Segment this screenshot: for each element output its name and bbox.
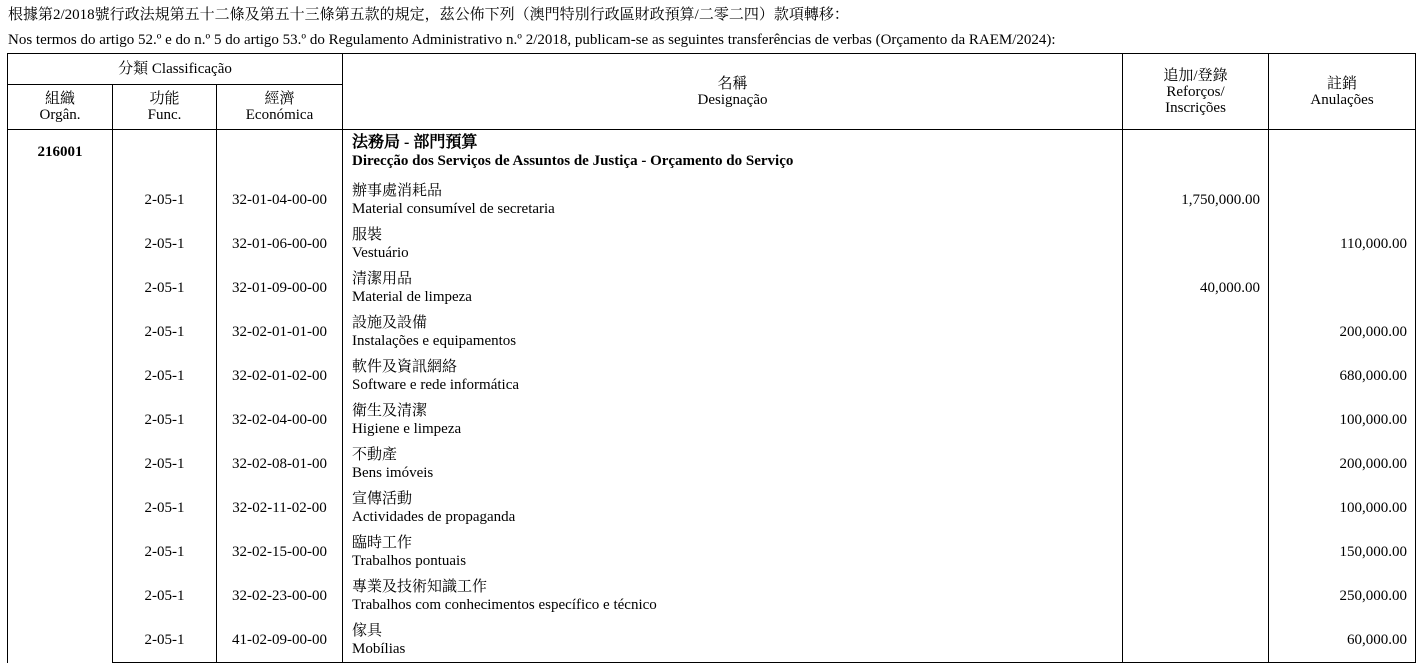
reinforcement-amount bbox=[1123, 354, 1269, 398]
functional-code: 2-05-1 bbox=[113, 486, 217, 530]
reinforcement-amount bbox=[1123, 486, 1269, 530]
reinforcement-amount: 40,000.00 bbox=[1123, 266, 1269, 310]
designation-zh: 臨時工作 bbox=[352, 535, 413, 551]
cancellation-amount: 60,000.00 bbox=[1269, 618, 1416, 663]
section-name-pt: Direcção dos Serviços de Assuntos de Justiça - Orçamento do Serviço bbox=[352, 153, 794, 169]
designation bbox=[343, 486, 1123, 530]
economic-code: 32-01-09-00-00 bbox=[217, 266, 343, 310]
cancellation-amount: 100,000.00 bbox=[1269, 486, 1416, 530]
designation-zh: 設施及設備 bbox=[352, 315, 428, 331]
functional-code: 2-05-1 bbox=[113, 530, 217, 574]
designation-zh: 專業及技術知識工作 bbox=[352, 579, 488, 595]
section-cancel-cell bbox=[1269, 130, 1416, 179]
economic-code: 32-02-01-02-00 bbox=[217, 354, 343, 398]
designation-pt: Material consumível de secretaria bbox=[352, 201, 555, 217]
designation-zh: 不動產 bbox=[352, 447, 398, 463]
section-reinforce-cell bbox=[1123, 130, 1269, 179]
cancellation-amount: 100,000.00 bbox=[1269, 398, 1416, 442]
cancellation-amount: 200,000.00 bbox=[1269, 310, 1416, 354]
section-econ-cell bbox=[217, 130, 343, 179]
reinforcement-amount: 1,750,000.00 bbox=[1123, 178, 1269, 222]
economic-code: 32-02-04-00-00 bbox=[217, 398, 343, 442]
designation bbox=[343, 310, 1123, 354]
reinforcements-header bbox=[1123, 54, 1269, 130]
functional-code: 2-05-1 bbox=[113, 266, 217, 310]
economic-code: 32-02-11-02-00 bbox=[217, 486, 343, 530]
intro-chinese: 根據第2/2018號行政法規第五十二條及第五十三條第五款的規定，茲公佈下列（澳門特別行政區財政預算/二零二四）款項轉移： bbox=[8, 7, 849, 23]
cancellation-amount: 110,000.00 bbox=[1269, 222, 1416, 266]
organic-header bbox=[8, 85, 113, 130]
designation-pt: Trabalhos com conhecimentos específico e técnico bbox=[352, 597, 657, 613]
organic-header-zh: 組織 bbox=[44, 91, 75, 107]
economic-code: 32-02-15-00-00 bbox=[217, 530, 343, 574]
designation bbox=[343, 222, 1123, 266]
cancellation-amount: 680,000.00 bbox=[1269, 354, 1416, 398]
designation-zh: 清潔用品 bbox=[352, 271, 413, 287]
designation-pt: Actividades de propaganda bbox=[352, 509, 516, 525]
organic-header-pt: Orgân. bbox=[39, 107, 81, 123]
designation bbox=[343, 530, 1123, 574]
economic-header bbox=[217, 85, 343, 130]
cancellations-header-pt: Anulações bbox=[1310, 91, 1374, 108]
reinforcement-amount bbox=[1123, 530, 1269, 574]
designation-zh: 宣傳活動 bbox=[352, 491, 413, 507]
economic-code: 32-02-08-01-00 bbox=[217, 442, 343, 486]
table-row bbox=[8, 442, 1416, 486]
designation-pt: Mobílias bbox=[352, 641, 406, 657]
functional-header bbox=[113, 85, 217, 130]
table-row bbox=[8, 222, 1416, 266]
functional-code: 2-05-1 bbox=[113, 222, 217, 266]
cancellations-header-zh: 註銷 bbox=[1327, 75, 1358, 92]
table-row bbox=[8, 178, 1416, 222]
functional-code: 2-05-1 bbox=[113, 398, 217, 442]
functional-code: 2-05-1 bbox=[113, 574, 217, 618]
section-name-zh: 法務局 - 部門預算 bbox=[352, 134, 478, 151]
designation-zh: 軟件及資訊網絡 bbox=[352, 359, 458, 375]
designation bbox=[343, 398, 1123, 442]
designation-pt: Trabalhos pontuais bbox=[352, 553, 467, 569]
designation bbox=[343, 354, 1123, 398]
reinforcements-header-pt1: Reforços/ bbox=[1166, 83, 1225, 100]
table-row bbox=[8, 398, 1416, 442]
budget-transfer-table bbox=[7, 53, 1416, 663]
cancellations-header bbox=[1269, 54, 1416, 130]
functional-header-zh: 功能 bbox=[149, 91, 180, 107]
table-row bbox=[8, 486, 1416, 530]
designation-pt: Vestuário bbox=[352, 245, 409, 261]
designation-header bbox=[343, 54, 1123, 130]
table-row bbox=[8, 266, 1416, 310]
reinforcement-amount bbox=[1123, 618, 1269, 663]
table-row bbox=[8, 354, 1416, 398]
functional-code: 2-05-1 bbox=[113, 178, 217, 222]
economic-code: 32-02-01-01-00 bbox=[217, 310, 343, 354]
designation-pt: Higiene e limpeza bbox=[352, 421, 462, 437]
cancellation-amount: 250,000.00 bbox=[1269, 574, 1416, 618]
economic-code: 32-01-04-00-00 bbox=[217, 178, 343, 222]
economic-code: 41-02-09-00-00 bbox=[217, 618, 343, 663]
designation bbox=[343, 574, 1123, 618]
designation-header-zh: 名稱 bbox=[717, 75, 748, 92]
cancellation-amount: 150,000.00 bbox=[1269, 530, 1416, 574]
section-func-cell bbox=[113, 130, 217, 179]
designation-zh: 辦事處消耗品 bbox=[352, 183, 443, 199]
designation-zh: 傢具 bbox=[352, 623, 383, 639]
designation-zh: 服裝 bbox=[352, 227, 383, 243]
section-row bbox=[8, 130, 1416, 179]
designation-pt: Material de limpeza bbox=[352, 289, 472, 305]
intro-portuguese: Nos termos do artigo 52.º e do n.º 5 do artigo 53.º do Regulamento Administrativo n.º 2/2018, publicam-se as seguintes transferências de verbas (Orçamento da RAEM/2024): bbox=[8, 32, 1056, 48]
reinforcement-amount bbox=[1123, 398, 1269, 442]
classification-header: 分類 Classificação bbox=[8, 54, 343, 85]
functional-code: 2-05-1 bbox=[113, 442, 217, 486]
cancellation-amount bbox=[1269, 178, 1416, 222]
designation-pt: Software e rede informática bbox=[352, 377, 520, 393]
table-row bbox=[8, 310, 1416, 354]
designation-pt: Instalações e equipamentos bbox=[352, 333, 517, 349]
organic-code: 216001 bbox=[8, 130, 113, 663]
reinforcement-amount bbox=[1123, 222, 1269, 266]
economic-header-zh: 經濟 bbox=[264, 91, 295, 107]
functional-code: 2-05-1 bbox=[113, 618, 217, 663]
economic-code: 32-01-06-00-00 bbox=[217, 222, 343, 266]
reinforcements-header-pt2: Inscrições bbox=[1165, 99, 1226, 116]
designation-zh: 衛生及清潔 bbox=[352, 403, 428, 419]
designation bbox=[343, 266, 1123, 310]
functional-header-pt: Func. bbox=[147, 107, 182, 123]
table-row bbox=[8, 530, 1416, 574]
table-row bbox=[8, 574, 1416, 618]
designation-header-pt: Designação bbox=[697, 91, 768, 108]
designation bbox=[343, 442, 1123, 486]
designation bbox=[343, 178, 1123, 222]
functional-code: 2-05-1 bbox=[113, 310, 217, 354]
reinforcement-amount bbox=[1123, 310, 1269, 354]
economic-code: 32-02-23-00-00 bbox=[217, 574, 343, 618]
section-designation bbox=[343, 130, 1123, 179]
reinforcement-amount bbox=[1123, 574, 1269, 618]
reinforcement-amount bbox=[1123, 442, 1269, 486]
economic-header-pt: Económica bbox=[245, 107, 314, 123]
cancellation-amount: 200,000.00 bbox=[1269, 442, 1416, 486]
reinforcements-header-zh: 追加/登錄 bbox=[1163, 67, 1228, 84]
designation bbox=[343, 618, 1123, 663]
table-row bbox=[8, 618, 1416, 663]
designation-pt: Bens imóveis bbox=[352, 465, 434, 481]
cancellation-amount bbox=[1269, 266, 1416, 310]
functional-code: 2-05-1 bbox=[113, 354, 217, 398]
